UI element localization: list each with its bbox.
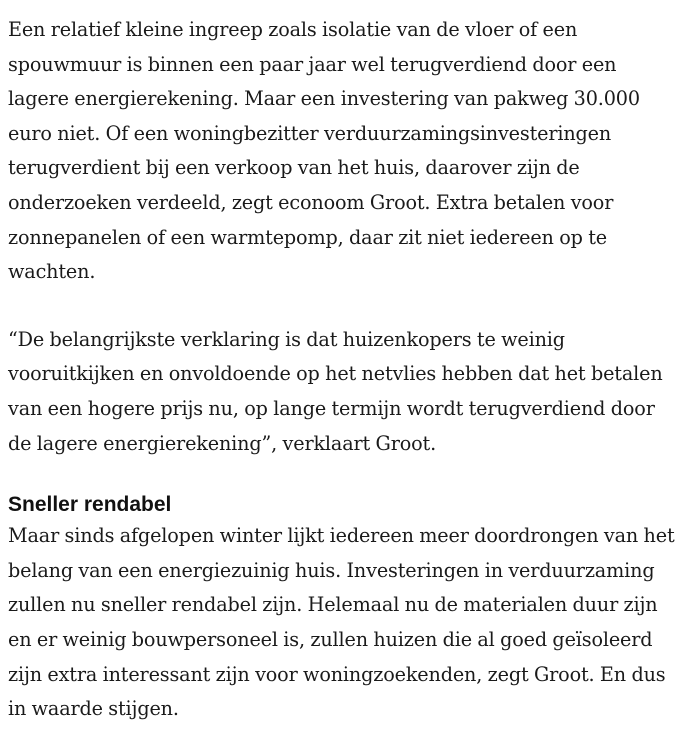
article-body [8,13,678,727]
paragraph-rendabel: Maar sinds afgelopen winter lijkt iedereen meer doordrongen van het belang van een energiezuinig huis. Investeringen in verduurzaming zullen nu sneller rendabel zijn. Helemaal nu de materialen duur zijn en er weinig bouwpersoneel is, zullen huizen die al goed geïsoleerd zijn extra interessant zijn voor woningzoekenden, zegt Groot. En dus in waarde stijgen. [8,524,675,721]
paragraph-quote: “De belangrijkste verklaring is dat huizenkopers te weinig vooruitkijken en onvoldoende op het netvlies hebben dat het betalen van een hogere prijs nu, op lange termijn wordt terugverdiend door de lagere energierekening”, verklaart Groot. [8,327,663,455]
section-heading: Sneller rendabel [8,493,172,517]
paragraph-investment: Een relatief kleine ingreep zoals isolatie van de vloer of een spouwmuur is binnen een paar jaar wel terugverdiend door een lagere energierekening. Maar een investering van pakweg 30.000 euro niet. Of een woningbezitter verduurzamingsinvesteringen terugverdient bij een verkoop van het huis, daarover zijn de onderzoeken verdeeld, zegt econoom Groot. Extra betalen voor zonnepanelen of een warmtepomp, daar zit niet iedereen op te wachten. [8,18,640,284]
